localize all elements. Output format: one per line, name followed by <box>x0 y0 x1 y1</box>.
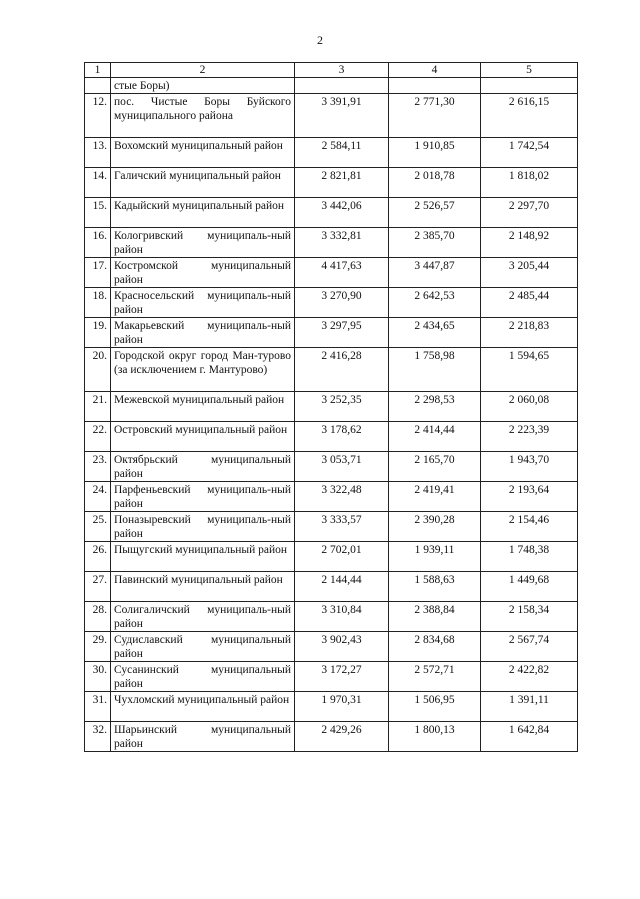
value-col-5: 1 391,11 <box>481 692 578 722</box>
municipality-name: Костромской муниципальный район <box>111 258 295 288</box>
row-number: 15. <box>85 198 111 228</box>
value-col-4: 1 939,11 <box>389 542 481 572</box>
value-col-5: 2 154,46 <box>481 512 578 542</box>
value-col-4: 2 834,68 <box>389 632 481 662</box>
value-col-4: 2 771,30 <box>389 94 481 138</box>
value-col-4: 2 298,53 <box>389 392 481 422</box>
table-row <box>85 692 578 722</box>
value-col-3: 2 702,01 <box>295 542 389 572</box>
municipality-name: Макарьевский муниципаль-ный район <box>111 318 295 348</box>
value-col-4: 1 506,95 <box>389 692 481 722</box>
value-col-5: 2 218,83 <box>481 318 578 348</box>
table-row <box>85 392 578 422</box>
value-col-5: 1 594,65 <box>481 348 578 392</box>
table-row <box>85 422 578 452</box>
table-row <box>85 632 578 662</box>
value-col-3: 3 442,06 <box>295 198 389 228</box>
municipality-name: Чухломский муниципальный район <box>111 692 295 722</box>
municipality-name: Октябрьский муниципальный район <box>111 452 295 482</box>
table-row <box>85 602 578 632</box>
value-col-4: 2 385,70 <box>389 228 481 258</box>
row-number: 18. <box>85 288 111 318</box>
municipality-name: Красносельский муниципаль-ный район <box>111 288 295 318</box>
value-col-3: 3 053,71 <box>295 452 389 482</box>
row-number: 12. <box>85 94 111 138</box>
table-row <box>85 318 578 348</box>
value-col-3: 2 144,44 <box>295 572 389 602</box>
value-col-3: 2 584,11 <box>295 138 389 168</box>
value-col-5: 1 943,70 <box>481 452 578 482</box>
value-col-4: 2 414,44 <box>389 422 481 452</box>
row-number: 16. <box>85 228 111 258</box>
municipality-name: Межевской муниципальный район <box>111 392 295 422</box>
row-number: 30. <box>85 662 111 692</box>
row-number: 21. <box>85 392 111 422</box>
value-col-5: 2 485,44 <box>481 288 578 318</box>
value-col-4: 2 642,53 <box>389 288 481 318</box>
table-row <box>85 348 578 392</box>
value-col-5: 3 205,44 <box>481 258 578 288</box>
table-row <box>85 482 578 512</box>
value-col-3: 3 310,84 <box>295 602 389 632</box>
row-number: 13. <box>85 138 111 168</box>
municipality-name: Кадыйский муниципальный район <box>111 198 295 228</box>
value-col-4: 1 910,85 <box>389 138 481 168</box>
value-col-3: 4 417,63 <box>295 258 389 288</box>
page-number: 2 <box>317 33 323 47</box>
value-col-4: 1 758,98 <box>389 348 481 392</box>
municipality-name: стые Боры) <box>111 78 295 94</box>
value-col-3: 3 297,95 <box>295 318 389 348</box>
row-number: 28. <box>85 602 111 632</box>
value-col-3: 1 970,31 <box>295 692 389 722</box>
value-col-4: 1 588,63 <box>389 572 481 602</box>
value-col-4: 2 390,28 <box>389 512 481 542</box>
value-col-3: 3 322,48 <box>295 482 389 512</box>
row-number: 29. <box>85 632 111 662</box>
value-col-5: 2 060,08 <box>481 392 578 422</box>
value-col-3: 3 178,62 <box>295 422 389 452</box>
value-col-5: 1 742,54 <box>481 138 578 168</box>
row-number: 22. <box>85 422 111 452</box>
column-header: 2 <box>111 63 295 78</box>
row-number: 23. <box>85 452 111 482</box>
municipality-name: пос. Чистые Боры Буйского муниципального района <box>111 94 295 138</box>
value-col-5: 2 193,64 <box>481 482 578 512</box>
value-col-5: 2 223,39 <box>481 422 578 452</box>
table-row <box>85 288 578 318</box>
row-number: 27. <box>85 572 111 602</box>
table-row-continuation <box>85 78 578 94</box>
value-col-3: 3 902,43 <box>295 632 389 662</box>
row-number: 31. <box>85 692 111 722</box>
column-header-row <box>85 63 578 78</box>
value-col-5: 2 422,82 <box>481 662 578 692</box>
municipality-name: Парфеньевский муниципаль-ный район <box>111 482 295 512</box>
municipality-name: Шарьинский муниципальный район <box>111 722 295 752</box>
municipality-name: Пыщугский муниципальный район <box>111 542 295 572</box>
value-col-3 <box>295 78 389 94</box>
municipality-name: Поназыревский муниципаль-ный район <box>111 512 295 542</box>
value-col-4: 2 572,71 <box>389 662 481 692</box>
value-col-5: 2 616,15 <box>481 94 578 138</box>
row-number <box>85 78 111 94</box>
table-row <box>85 198 578 228</box>
column-header: 4 <box>389 63 481 78</box>
row-number: 17. <box>85 258 111 288</box>
row-number: 19. <box>85 318 111 348</box>
table-row <box>85 138 578 168</box>
table-row <box>85 662 578 692</box>
value-col-4: 2 165,70 <box>389 452 481 482</box>
value-col-3: 2 429,26 <box>295 722 389 752</box>
value-col-4: 2 018,78 <box>389 168 481 198</box>
row-number: 25. <box>85 512 111 542</box>
municipality-name: Галичский муниципальный район <box>111 168 295 198</box>
value-col-5: 2 297,70 <box>481 198 578 228</box>
table-row <box>85 258 578 288</box>
municipality-name: Городской округ город Ман-турово (за исключением г. Мантурово) <box>111 348 295 392</box>
table-row <box>85 572 578 602</box>
municipality-name: Павинский муниципальный район <box>111 572 295 602</box>
table-row <box>85 542 578 572</box>
value-col-4: 3 447,87 <box>389 258 481 288</box>
row-number: 32. <box>85 722 111 752</box>
municipality-name: Островский муниципальный район <box>111 422 295 452</box>
value-col-3: 2 821,81 <box>295 168 389 198</box>
municipality-name: Солигаличский муниципаль-ный район <box>111 602 295 632</box>
municipality-name: Сусанинский муниципальный район <box>111 662 295 692</box>
value-col-3: 3 270,90 <box>295 288 389 318</box>
value-col-4 <box>389 78 481 94</box>
municipality-name: Вохомский муниципальный район <box>111 138 295 168</box>
value-col-3: 2 416,28 <box>295 348 389 392</box>
value-col-3: 3 172,27 <box>295 662 389 692</box>
value-col-5: 1 748,38 <box>481 542 578 572</box>
row-number: 24. <box>85 482 111 512</box>
value-col-4: 2 434,65 <box>389 318 481 348</box>
row-number: 26. <box>85 542 111 572</box>
column-header: 5 <box>481 63 578 78</box>
value-col-5: 2 148,92 <box>481 228 578 258</box>
value-col-4: 1 800,13 <box>389 722 481 752</box>
value-col-3: 3 333,57 <box>295 512 389 542</box>
value-col-5: 1 449,68 <box>481 572 578 602</box>
value-col-5 <box>481 78 578 94</box>
table-row <box>85 512 578 542</box>
value-col-4: 2 419,41 <box>389 482 481 512</box>
value-col-4: 2 388,84 <box>389 602 481 632</box>
row-number: 20. <box>85 348 111 392</box>
value-col-3: 3 332,81 <box>295 228 389 258</box>
table-row <box>85 168 578 198</box>
value-col-5: 2 567,74 <box>481 632 578 662</box>
value-col-3: 3 391,91 <box>295 94 389 138</box>
value-col-5: 2 158,34 <box>481 602 578 632</box>
table-row <box>85 452 578 482</box>
table-row <box>85 228 578 258</box>
column-header: 3 <box>295 63 389 78</box>
municipality-name: Кологривский муниципаль-ный район <box>111 228 295 258</box>
municipality-name: Судиславский муниципальный район <box>111 632 295 662</box>
value-col-5: 1 642,84 <box>481 722 578 752</box>
value-col-4: 2 526,57 <box>389 198 481 228</box>
table-row <box>85 722 578 752</box>
column-header: 1 <box>85 63 111 78</box>
value-col-3: 3 252,35 <box>295 392 389 422</box>
value-col-5: 1 818,02 <box>481 168 578 198</box>
data-table <box>84 62 578 752</box>
table-row <box>85 94 578 138</box>
row-number: 14. <box>85 168 111 198</box>
